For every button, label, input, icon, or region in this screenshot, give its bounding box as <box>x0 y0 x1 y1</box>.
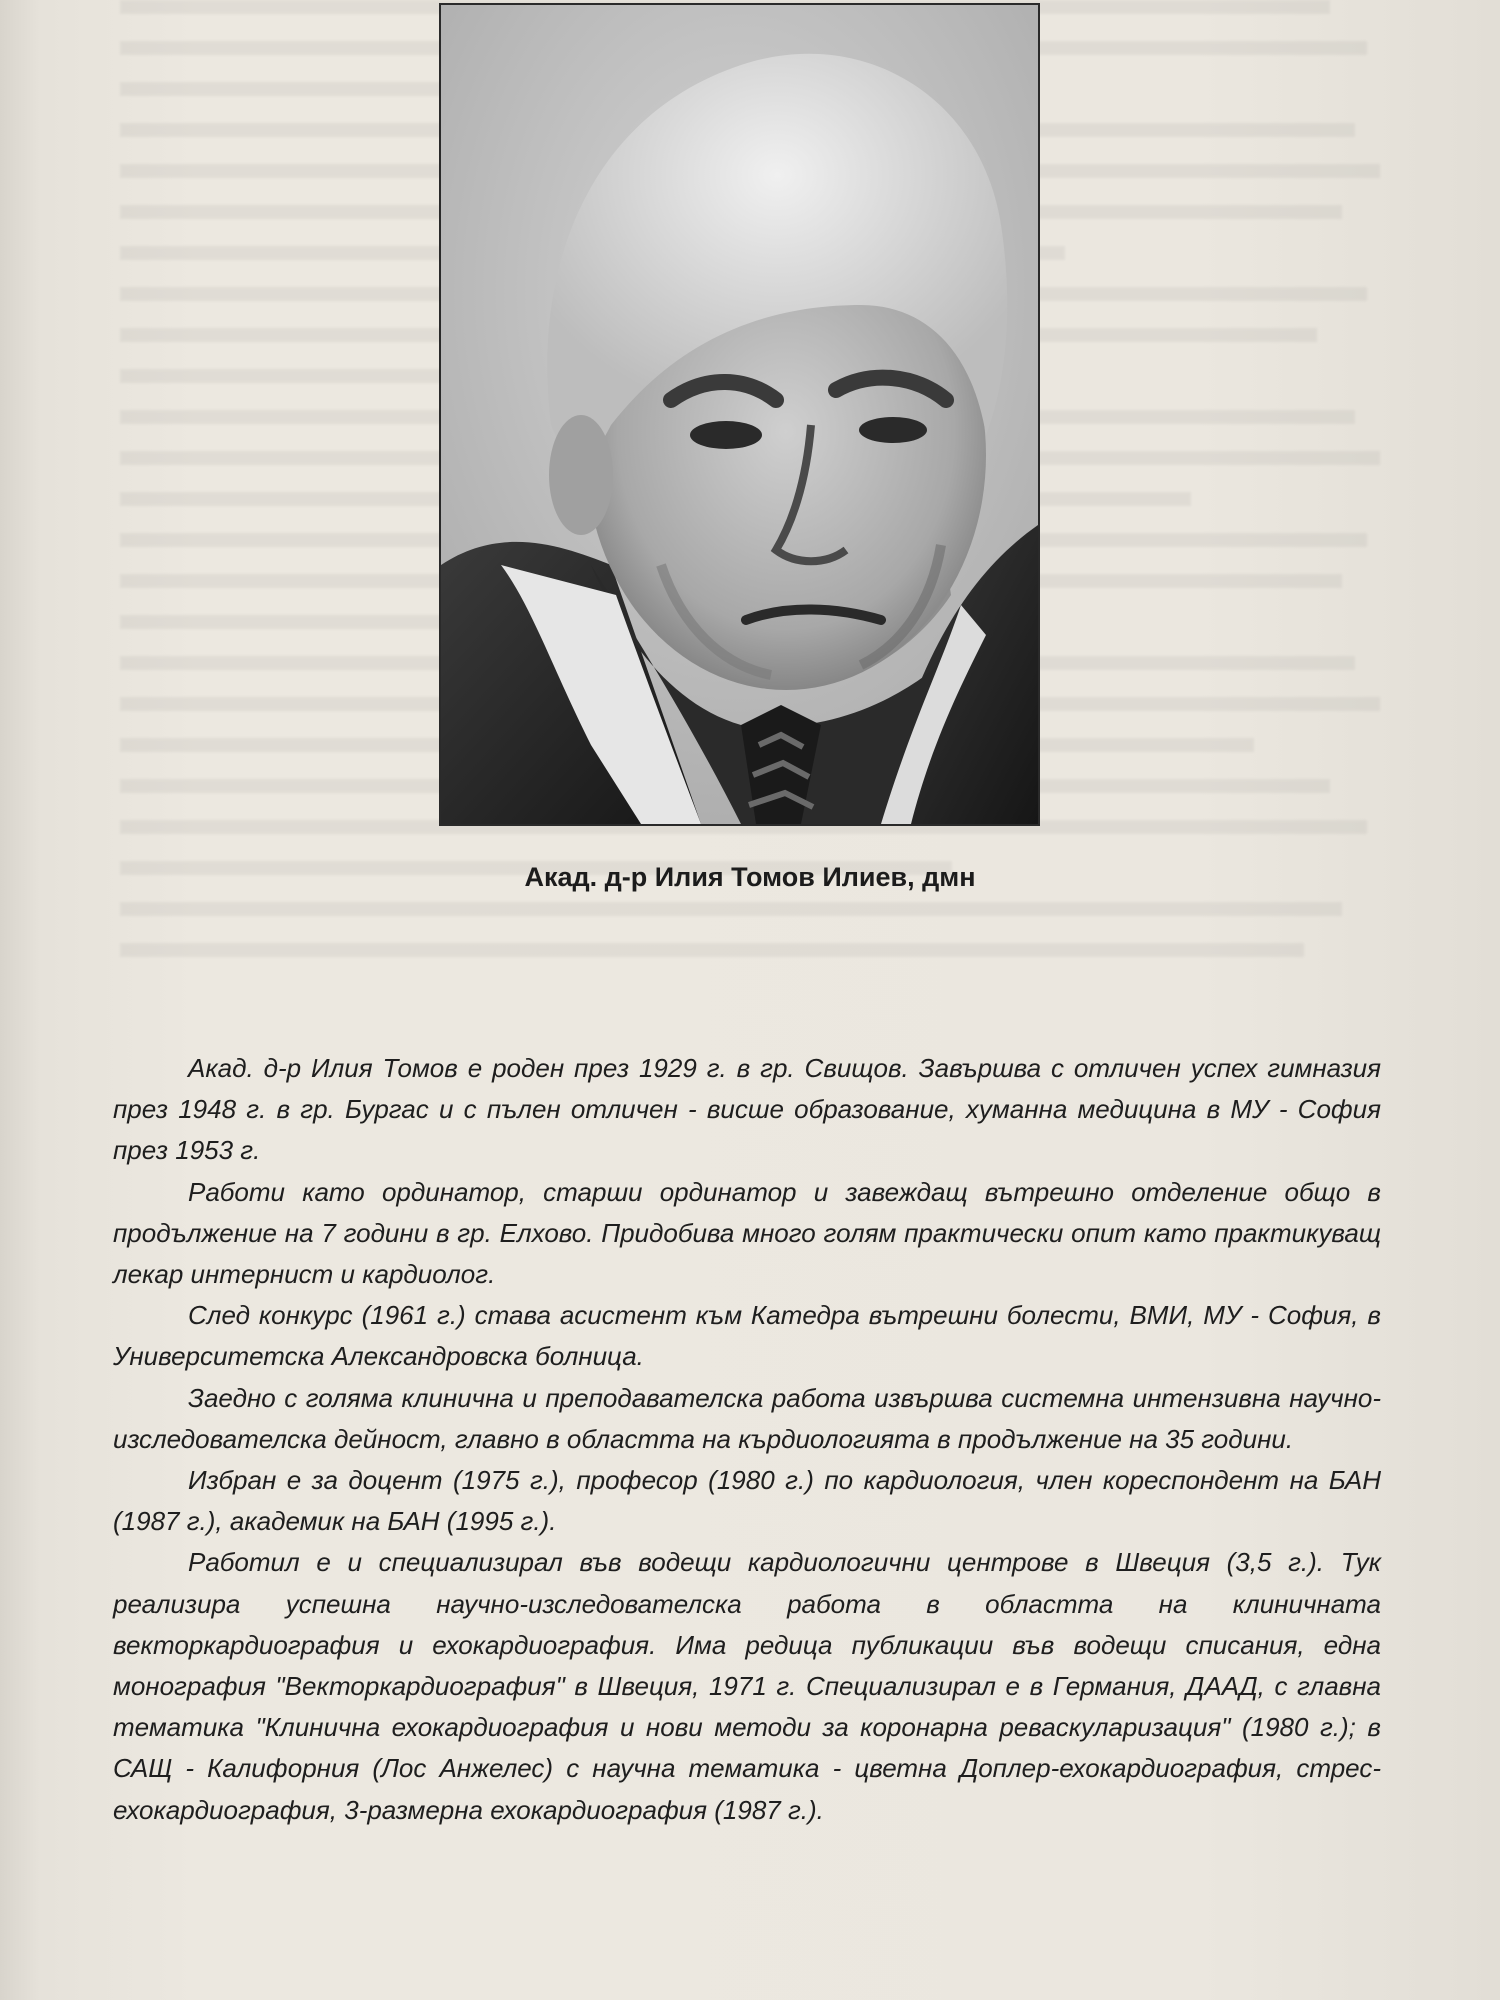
bio-paragraph-birth-education: Акад. д-р Илия Томов е роден през 1929 г. в гр. Свищов. Завършва с отличен успех гимназия през 1948 г. в гр. Бургас и с пълен отличен - висше образование, хуманна медицина в МУ - София през 1953 г. <box>113 1053 1381 1166</box>
portrait-caption: Акад. д-р Илия Томов Илиев, дмн <box>524 862 976 892</box>
bio-paragraph-specializations: Работил е и специализирал във водещи кардиологични центрове в Швеция (3,5 г.). Тук реализира успешна научно-изследователска работа в областта на клиничната векторкардиография и ехокардиография. Има редица публикации във водещи списания, една монография "Векторкардиография" в Швеция, 1971 г. Специализирал е в Германия, ДААД, с главна тематика "Клинична ехокардиография и нови методи за коронарна реваскуларизация" (1980 г.); в САЩ - Калифорния (Лос Анжелес) с научна тематика - цветна Доплер-ехокардиография, стрес-ехокардиография, 3-размерна ехокардиография (1987 г.). <box>113 1547 1381 1825</box>
portrait-photo <box>439 3 1040 826</box>
biography-text <box>113 1048 1381 1831</box>
portrait-image <box>441 5 1038 824</box>
bio-paragraph-assistant: След конкурс (1961 г.) става асистент към Катедра вътрешни болести, ВМИ, МУ - София, в Университетска Александровска болница. <box>113 1300 1381 1372</box>
bio-paragraph-research: Заедно с голяма клинична и преподавателска работа извършва системна интензивна научно-изследователска дейност, главно в областта на кърдиологията в продължение на 35 години. <box>113 1382 1381 1454</box>
bio-paragraph-elhovo-practice: Работи като ординатор, старши ординатор и завеждащ вътрешно отделение общо в продължение на 7 години в гр. Елхово. Придобива много голям практически опит като практикуващ лекар интернист и кардиолог. <box>113 1176 1381 1290</box>
bio-paragraph-academic-titles: Избран е за доцент (1975 г.), професор (1980 г.) по кардиология, член кореспондент на БАН (1987 г.), академик на БАН (1995 г.). <box>113 1465 1381 1537</box>
